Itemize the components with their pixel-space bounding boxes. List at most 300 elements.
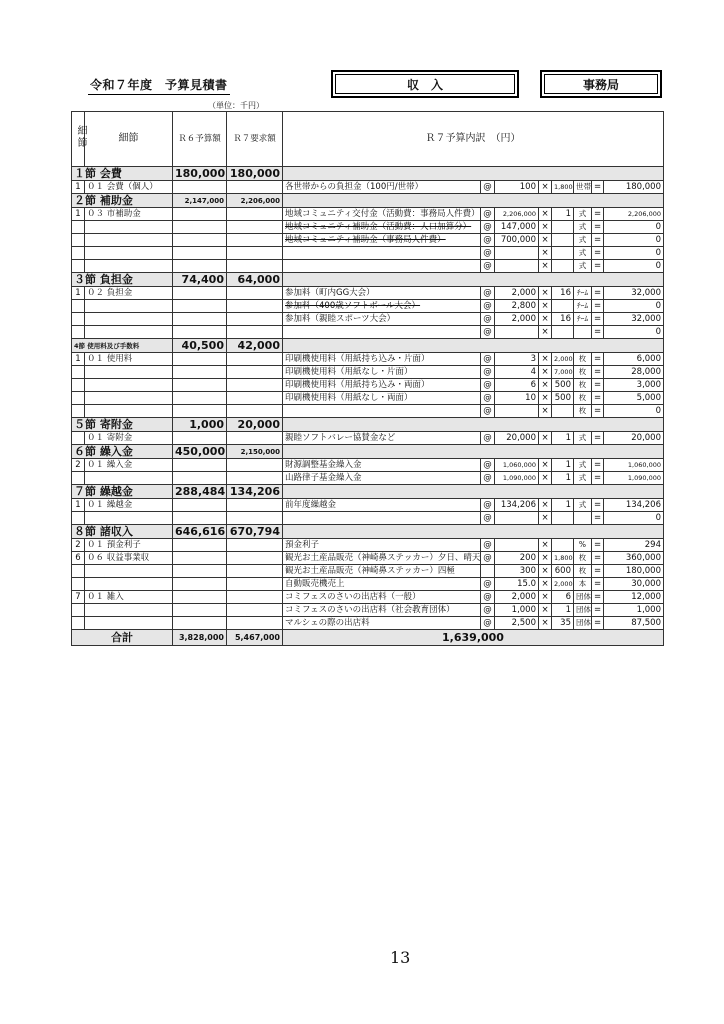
table-row xyxy=(72,539,664,552)
row-r7 xyxy=(227,313,283,326)
section-fill xyxy=(283,194,664,208)
row-at: @ xyxy=(481,392,495,405)
row-no xyxy=(72,512,85,525)
section-r7: 2,206,000 xyxy=(227,194,283,208)
row-at: @ xyxy=(481,539,495,552)
row-times: × xyxy=(539,287,552,300)
section-r7: 64,000 xyxy=(227,273,283,287)
row-eq: = xyxy=(592,234,604,247)
row-eq: = xyxy=(592,287,604,300)
row-unit: 団体 xyxy=(574,591,592,604)
row-at: @ xyxy=(481,459,495,472)
row-eq: = xyxy=(592,499,604,512)
row-r6 xyxy=(173,578,227,591)
unit-label: （単位：千円） xyxy=(208,101,264,110)
table-row xyxy=(72,208,664,221)
row-amount: 1,060,000 xyxy=(604,459,664,472)
row-eq: = xyxy=(592,552,604,565)
table-row xyxy=(72,432,664,445)
row-times: × xyxy=(539,392,552,405)
row-unit: 団体 xyxy=(574,617,592,630)
row-no xyxy=(72,578,85,591)
row-r6 xyxy=(173,604,227,617)
row-unit: 枚 xyxy=(574,353,592,366)
row-price: 3 xyxy=(495,353,539,366)
row-desc: 地域コミュニティ補助金（活動費：人口加算分） xyxy=(283,221,481,234)
row-times: × xyxy=(539,512,552,525)
section-row xyxy=(72,485,664,499)
row-qty xyxy=(552,234,574,247)
row-qty: 16 xyxy=(552,287,574,300)
row-item xyxy=(85,565,173,578)
row-desc xyxy=(283,405,481,418)
row-item: ０１ 寄附金 xyxy=(85,432,173,445)
section-row xyxy=(72,525,664,539)
row-r6 xyxy=(173,565,227,578)
row-item: ０１ 雑入 xyxy=(85,591,173,604)
row-no: 2 xyxy=(72,459,85,472)
section-row xyxy=(72,418,664,432)
row-qty xyxy=(552,221,574,234)
row-qty: 6 xyxy=(552,591,574,604)
table-row xyxy=(72,379,664,392)
row-r7 xyxy=(227,366,283,379)
section-r7: 42,000 xyxy=(227,339,283,353)
row-r7 xyxy=(227,300,283,313)
row-price: 100 xyxy=(495,181,539,194)
row-times: × xyxy=(539,552,552,565)
page-number: 13 xyxy=(390,948,411,967)
row-at: @ xyxy=(481,313,495,326)
row-eq: = xyxy=(592,313,604,326)
row-price: 700,000 xyxy=(495,234,539,247)
row-price: 134,206 xyxy=(495,499,539,512)
row-amount: 0 xyxy=(604,234,664,247)
row-eq: = xyxy=(592,604,604,617)
total-r7: 5,467,000 xyxy=(227,630,283,646)
total-amount: 1,639,000 xyxy=(283,630,664,646)
row-r6 xyxy=(173,313,227,326)
row-r7 xyxy=(227,247,283,260)
row-at: @ xyxy=(481,247,495,260)
row-desc: 自動販売機売上 xyxy=(283,578,481,591)
row-unit: 式 xyxy=(574,459,592,472)
row-unit: 団体 xyxy=(574,604,592,617)
row-no xyxy=(72,432,85,445)
section-r6: 74,400 xyxy=(173,273,227,287)
row-desc xyxy=(283,247,481,260)
row-desc: 地域コミュニティ補助金（事務局人件費） xyxy=(283,234,481,247)
row-amount: 20,000 xyxy=(604,432,664,445)
row-at: @ xyxy=(481,366,495,379)
row-item xyxy=(85,366,173,379)
row-times: × xyxy=(539,591,552,604)
section-fill xyxy=(283,525,664,539)
row-item: ０２ 負担金 xyxy=(85,287,173,300)
row-no xyxy=(72,604,85,617)
row-r7 xyxy=(227,287,283,300)
section-fill xyxy=(283,485,664,499)
section-fill xyxy=(283,339,664,353)
row-qty: 1 xyxy=(552,604,574,617)
row-r6 xyxy=(173,512,227,525)
row-amount: 0 xyxy=(604,300,664,313)
row-amount: 0 xyxy=(604,247,664,260)
row-desc: 財源調整基金繰入金 xyxy=(283,459,481,472)
row-at: @ xyxy=(481,617,495,630)
row-at: @ xyxy=(481,287,495,300)
row-item xyxy=(85,260,173,273)
row-desc: 参加料（町内GG大会） xyxy=(283,287,481,300)
header-row xyxy=(72,112,664,167)
header-r7: Ｒ７要求額 xyxy=(227,112,283,167)
row-no: 2 xyxy=(72,539,85,552)
row-no xyxy=(72,234,85,247)
row-no xyxy=(72,247,85,260)
row-no: 6 xyxy=(72,552,85,565)
table-row xyxy=(72,181,664,194)
row-no xyxy=(72,313,85,326)
row-unit: 枚 xyxy=(574,379,592,392)
section-r6: 2,147,000 xyxy=(173,194,227,208)
row-r6 xyxy=(173,539,227,552)
row-eq: = xyxy=(592,221,604,234)
table-row xyxy=(72,247,664,260)
row-unit: ﾁｰﾑ xyxy=(574,300,592,313)
section-fill xyxy=(283,418,664,432)
row-r6 xyxy=(173,552,227,565)
total-row xyxy=(72,630,664,646)
row-qty: 1 xyxy=(552,459,574,472)
row-desc: コミフェスのさいの出店料（社会教育団体） xyxy=(283,604,481,617)
row-r7 xyxy=(227,552,283,565)
row-at: @ xyxy=(481,326,495,339)
section-r7: 20,000 xyxy=(227,418,283,432)
section-r6: 288,484 xyxy=(173,485,227,499)
row-r6 xyxy=(173,208,227,221)
row-price: 2,500 xyxy=(495,617,539,630)
row-eq: = xyxy=(592,472,604,485)
section-row xyxy=(72,194,664,208)
row-no xyxy=(72,472,85,485)
row-r6 xyxy=(173,392,227,405)
row-amount: 0 xyxy=(604,512,664,525)
row-eq: = xyxy=(592,379,604,392)
row-amount: 0 xyxy=(604,221,664,234)
row-qty: 500 xyxy=(552,392,574,405)
row-at: @ xyxy=(481,260,495,273)
row-unit: 式 xyxy=(574,247,592,260)
row-unit: ﾁｰﾑ xyxy=(574,313,592,326)
row-item xyxy=(85,221,173,234)
row-qty: 600 xyxy=(552,565,574,578)
section-row xyxy=(72,167,664,181)
row-desc xyxy=(283,260,481,273)
table-row xyxy=(72,234,664,247)
row-eq: = xyxy=(592,247,604,260)
table-row xyxy=(72,591,664,604)
row-qty xyxy=(552,260,574,273)
row-desc: 印刷機使用料（用紙持ち込み・両面） xyxy=(283,379,481,392)
row-amount: 0 xyxy=(604,405,664,418)
row-item xyxy=(85,326,173,339)
row-amount: 6,000 xyxy=(604,353,664,366)
table-row xyxy=(72,459,664,472)
row-item xyxy=(85,604,173,617)
row-r7 xyxy=(227,392,283,405)
row-r6 xyxy=(173,459,227,472)
row-r6 xyxy=(173,221,227,234)
row-eq: = xyxy=(592,578,604,591)
row-eq: = xyxy=(592,208,604,221)
row-price: 300 xyxy=(495,565,539,578)
row-item xyxy=(85,300,173,313)
row-times: × xyxy=(539,260,552,273)
income-box: 収 入 xyxy=(331,70,519,98)
row-r6 xyxy=(173,366,227,379)
row-amount: 87,500 xyxy=(604,617,664,630)
row-qty: 35 xyxy=(552,617,574,630)
row-desc: 前年度繰越金 xyxy=(283,499,481,512)
row-times: × xyxy=(539,379,552,392)
table-row xyxy=(72,499,664,512)
row-eq: = xyxy=(592,405,604,418)
row-price: 2,800 xyxy=(495,300,539,313)
row-amount: 360,000 xyxy=(604,552,664,565)
section-r6: 450,000 xyxy=(173,445,227,459)
row-eq: = xyxy=(592,300,604,313)
section-fill xyxy=(283,273,664,287)
row-amount: 1,000 xyxy=(604,604,664,617)
row-times: × xyxy=(539,221,552,234)
row-r7 xyxy=(227,353,283,366)
row-price xyxy=(495,512,539,525)
row-eq: = xyxy=(592,512,604,525)
total-r6: 3,828,000 xyxy=(173,630,227,646)
row-r6 xyxy=(173,300,227,313)
row-eq: = xyxy=(592,260,604,273)
table-row xyxy=(72,512,664,525)
row-unit: 式 xyxy=(574,208,592,221)
row-eq: = xyxy=(592,353,604,366)
row-no: 7 xyxy=(72,591,85,604)
row-qty xyxy=(552,512,574,525)
row-qty: 1 xyxy=(552,432,574,445)
row-amount: 12,000 xyxy=(604,591,664,604)
table-row xyxy=(72,287,664,300)
row-eq: = xyxy=(592,181,604,194)
row-times: × xyxy=(539,565,552,578)
row-qty: 1,800 xyxy=(552,552,574,565)
section-r7: 134,206 xyxy=(227,485,283,499)
row-r7 xyxy=(227,326,283,339)
row-times: × xyxy=(539,234,552,247)
row-eq: = xyxy=(592,591,604,604)
row-price: 2,000 xyxy=(495,591,539,604)
row-desc xyxy=(283,512,481,525)
row-unit: ﾁｰﾑ xyxy=(574,287,592,300)
row-at: @ xyxy=(481,512,495,525)
row-at: @ xyxy=(481,591,495,604)
row-unit: % xyxy=(574,539,592,552)
row-desc: 各世帯からの負担金（100円/世帯） xyxy=(283,181,481,194)
row-r7 xyxy=(227,208,283,221)
row-no xyxy=(72,379,85,392)
row-price xyxy=(495,260,539,273)
row-eq: = xyxy=(592,326,604,339)
row-no xyxy=(72,366,85,379)
row-qty xyxy=(552,247,574,260)
row-price: 200 xyxy=(495,552,539,565)
row-times: × xyxy=(539,313,552,326)
table-row xyxy=(72,300,664,313)
row-unit: 本 xyxy=(574,578,592,591)
row-unit: 枚 xyxy=(574,392,592,405)
row-r7 xyxy=(227,181,283,194)
row-eq: = xyxy=(592,459,604,472)
row-item xyxy=(85,512,173,525)
row-price: 2,000 xyxy=(495,313,539,326)
row-r6 xyxy=(173,353,227,366)
table-row xyxy=(72,221,664,234)
row-amount: 134,206 xyxy=(604,499,664,512)
row-at: @ xyxy=(481,379,495,392)
section-label: ２節 補助金 xyxy=(72,194,173,208)
row-at: @ xyxy=(481,353,495,366)
row-desc: マルシェの際の出店料 xyxy=(283,617,481,630)
row-r6 xyxy=(173,432,227,445)
row-unit: 式 xyxy=(574,432,592,445)
row-price: 4 xyxy=(495,366,539,379)
section-row xyxy=(72,273,664,287)
row-at: @ xyxy=(481,181,495,194)
row-unit: 枚 xyxy=(574,552,592,565)
row-eq: = xyxy=(592,539,604,552)
row-price xyxy=(495,405,539,418)
table-row xyxy=(72,392,664,405)
section-label: １節 会費 xyxy=(72,167,173,181)
row-r7 xyxy=(227,459,283,472)
row-price: 1,060,000 xyxy=(495,459,539,472)
section-r6: 40,500 xyxy=(173,339,227,353)
row-r7 xyxy=(227,539,283,552)
section-row xyxy=(72,339,664,353)
row-qty xyxy=(552,326,574,339)
row-item xyxy=(85,313,173,326)
row-times: × xyxy=(539,604,552,617)
row-eq: = xyxy=(592,565,604,578)
row-unit: 式 xyxy=(574,499,592,512)
row-r7 xyxy=(227,221,283,234)
row-desc: 観光お土産品販売（神崎鼻ステッカー）四極 xyxy=(283,565,481,578)
row-price xyxy=(495,326,539,339)
row-unit: 枚 xyxy=(574,565,592,578)
row-desc: コミフェスのさいの出店料（一般） xyxy=(283,591,481,604)
row-r6 xyxy=(173,617,227,630)
row-at: @ xyxy=(481,221,495,234)
row-r7 xyxy=(227,234,283,247)
row-r7 xyxy=(227,379,283,392)
row-times: × xyxy=(539,208,552,221)
row-no: 1 xyxy=(72,287,85,300)
row-unit: 式 xyxy=(574,221,592,234)
row-amount: 0 xyxy=(604,326,664,339)
row-r6 xyxy=(173,499,227,512)
row-qty xyxy=(552,300,574,313)
row-r7 xyxy=(227,591,283,604)
row-at: @ xyxy=(481,604,495,617)
table-row xyxy=(72,405,664,418)
row-qty: 2,000 xyxy=(552,578,574,591)
row-r6 xyxy=(173,591,227,604)
header-saimoku: 細節 xyxy=(72,112,85,167)
row-unit: 枚 xyxy=(574,366,592,379)
row-eq: = xyxy=(592,617,604,630)
row-unit: 式 xyxy=(574,234,592,247)
row-price: 2,206,000 xyxy=(495,208,539,221)
row-price xyxy=(495,247,539,260)
row-at: @ xyxy=(481,208,495,221)
table-row xyxy=(72,472,664,485)
row-unit xyxy=(574,326,592,339)
table-row xyxy=(72,578,664,591)
header-setsu: 細節 xyxy=(85,112,173,167)
row-no xyxy=(72,300,85,313)
row-qty xyxy=(552,405,574,418)
row-r7 xyxy=(227,499,283,512)
section-r7: 180,000 xyxy=(227,167,283,181)
row-price: 1,090,000 xyxy=(495,472,539,485)
row-times: × xyxy=(539,326,552,339)
row-at: @ xyxy=(481,578,495,591)
row-desc: 親睦ソフトバレー協賛金など xyxy=(283,432,481,445)
row-item: ０１ 使用料 xyxy=(85,353,173,366)
row-price: 147,000 xyxy=(495,221,539,234)
row-item xyxy=(85,234,173,247)
section-label: ７節 繰越金 xyxy=(72,485,173,499)
section-label: ５節 寄附金 xyxy=(72,418,173,432)
row-item xyxy=(85,247,173,260)
table-row xyxy=(72,552,664,565)
row-r6 xyxy=(173,181,227,194)
row-amount: 28,000 xyxy=(604,366,664,379)
section-label: ６節 繰入金 xyxy=(72,445,173,459)
row-r7 xyxy=(227,472,283,485)
row-no: 1 xyxy=(72,208,85,221)
section-fill xyxy=(283,167,664,181)
row-r7 xyxy=(227,405,283,418)
row-times: × xyxy=(539,353,552,366)
row-no xyxy=(72,405,85,418)
row-amount: 3,000 xyxy=(604,379,664,392)
row-unit: 式 xyxy=(574,260,592,273)
header-breakdown: Ｒ７予算内訳 （円） xyxy=(283,112,664,167)
row-item xyxy=(85,379,173,392)
row-times: × xyxy=(539,499,552,512)
row-times: × xyxy=(539,366,552,379)
row-r7 xyxy=(227,260,283,273)
row-item xyxy=(85,405,173,418)
row-qty: 1 xyxy=(552,208,574,221)
row-desc: 参加料（400歳ソフトボール大会） xyxy=(283,300,481,313)
row-item: ０１ 預金利子 xyxy=(85,539,173,552)
row-desc: 印刷機使用料（用紙持ち込み・片面） xyxy=(283,353,481,366)
row-at: @ xyxy=(481,300,495,313)
row-qty: 2,000 xyxy=(552,353,574,366)
row-times: × xyxy=(539,459,552,472)
table-row xyxy=(72,366,664,379)
row-at: @ xyxy=(481,405,495,418)
